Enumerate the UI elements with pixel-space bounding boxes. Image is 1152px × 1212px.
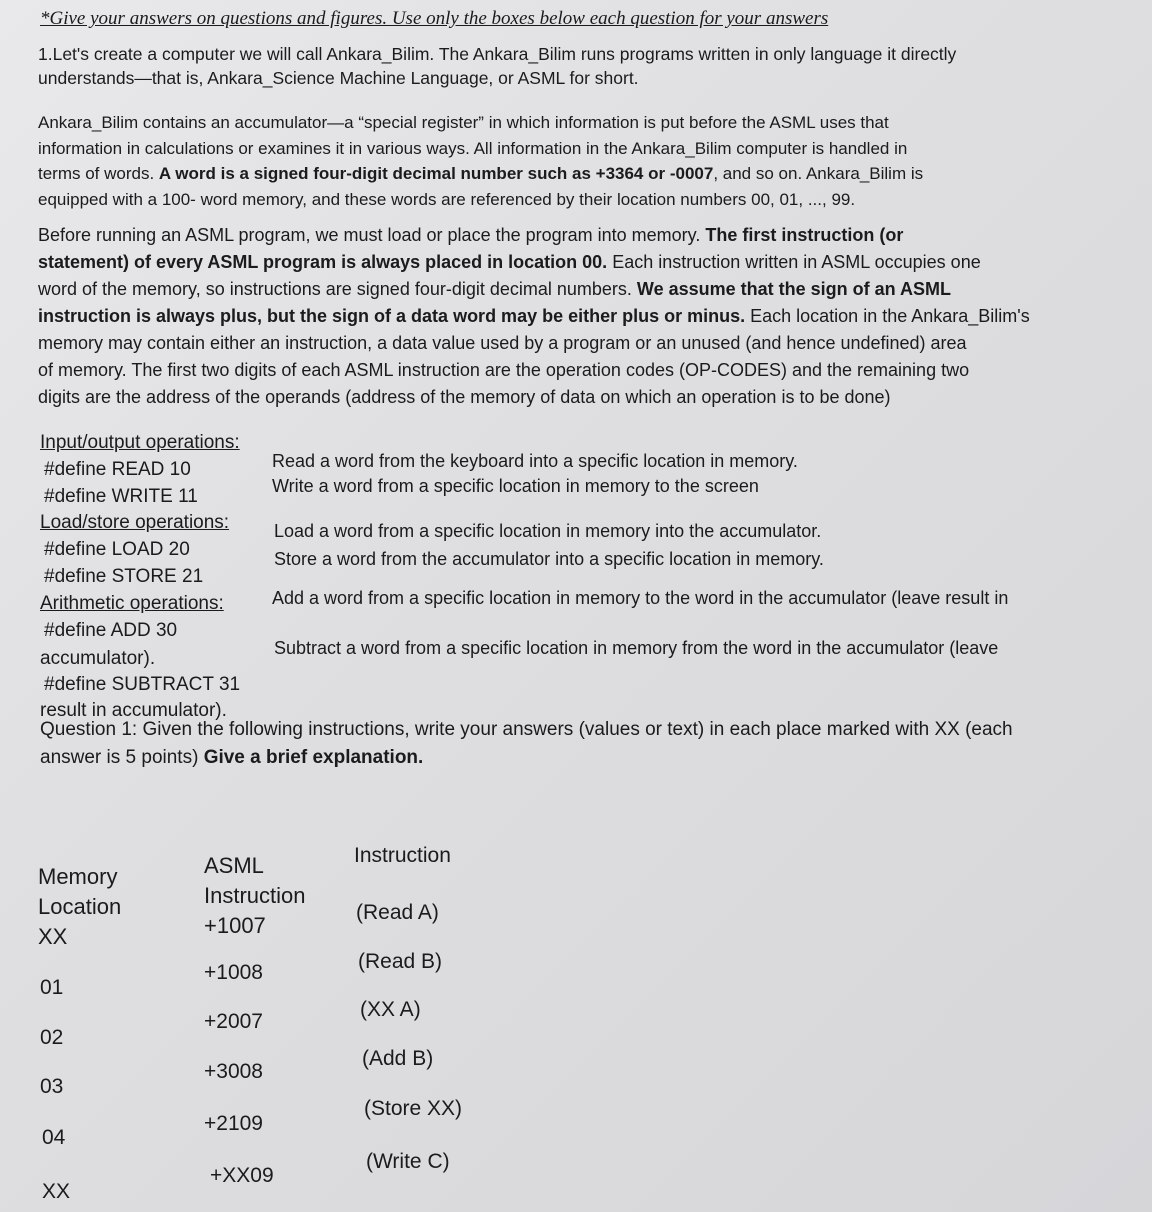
- load-description: Load a word from a specific location in memory into the accumulator.: [274, 521, 822, 541]
- intro-line: 1.Let's create a computer we will call Ankara_Bilim. The Ankara_Bilim runs programs written in only language it directly: [38, 44, 957, 64]
- location-xx: XX: [38, 924, 68, 949]
- load-define: #define LOAD 20: [44, 539, 190, 560]
- text-segment: Ankara_Bilim contains an accumulator—a “special register” in which information is put before the ASML uses that: [38, 113, 889, 132]
- memory-line: [38, 222, 1030, 249]
- text-segment: word of the memory, so instructions are signed four-digit decimal numbers.: [38, 279, 637, 299]
- row-3-asml: +3008: [204, 1060, 263, 1083]
- memory-paragraph: [38, 222, 1030, 411]
- memory-line: [38, 384, 1030, 411]
- memory-line: [38, 303, 1030, 330]
- subtract-description-cont: result in accumulator).: [40, 700, 227, 721]
- bold-text: The first instruction (or: [705, 225, 904, 245]
- header-line: Memory: [38, 864, 118, 889]
- memory-line: [38, 276, 1030, 303]
- asml-instruction-header: [204, 851, 306, 941]
- question-line-2: [40, 744, 1013, 772]
- memory-line: [38, 330, 1030, 357]
- read-description: Read a word from the keyboard into a specific location in memory.: [272, 451, 798, 471]
- subtract-description: Subtract a word from a specific location in memory from the word in the accumulator (leave: [274, 638, 999, 658]
- text-segment: Before running an ASML program, we must load or place the program into memory.: [38, 225, 706, 245]
- row-4-location: 04: [42, 1126, 66, 1149]
- accumulator-paragraph: [38, 110, 923, 212]
- row-5-asml: +XX09: [210, 1164, 274, 1187]
- instruction-first: (Read A): [356, 901, 439, 924]
- row-3-location: 03: [40, 1075, 64, 1098]
- text-segment: memory may contain either an instruction, a data value used by a program or an unused (and hence undefined) area: [38, 333, 967, 353]
- row-2-location: 02: [40, 1026, 64, 1049]
- memory-location-header: [38, 862, 121, 952]
- intro-paragraph: [38, 42, 956, 90]
- row-1-asml: +1008: [204, 961, 263, 984]
- write-define: #define WRITE 11: [44, 486, 198, 507]
- accumulator-line: [38, 161, 923, 187]
- add-description: Add a word from a specific location in memory to the word in the accumulator (leave result in: [272, 588, 1009, 608]
- text-segment: , and so on. Ankara_Bilim is: [713, 164, 924, 183]
- instruction-header: Instruction: [354, 844, 451, 867]
- row-3-instruction: (Add B): [362, 1047, 434, 1070]
- accumulator-line: [38, 136, 923, 162]
- header-line: Instruction: [204, 883, 306, 908]
- header-line: Location: [38, 894, 122, 919]
- memory-line: [38, 249, 1030, 276]
- text-segment: terms of words.: [38, 164, 159, 183]
- text-segment: Each instruction written in ASML occupies one: [607, 252, 981, 272]
- header-line: ASML: [204, 853, 264, 878]
- text-segment: digits are the address of the operands (address of the memory of data on which an operation is to be done): [38, 387, 891, 407]
- bold-text: A word is a signed four-digit decimal number such as +3364 or -0007: [158, 164, 714, 183]
- question-1: [40, 716, 1013, 772]
- row-5-location: XX: [42, 1180, 71, 1203]
- store-description: Store a word from the accumulator into a specific location in memory.: [274, 549, 824, 569]
- memory-line: [38, 357, 1030, 384]
- row-1-location: 01: [40, 976, 64, 999]
- accumulator-line: [38, 187, 923, 213]
- accumulator-line: [38, 110, 923, 136]
- row-5-instruction: (Write C): [366, 1150, 450, 1173]
- row-2-instruction: (XX A): [360, 998, 421, 1021]
- add-description-cont: accumulator).: [40, 648, 156, 669]
- text-segment: equipped with a 100- word memory, and these words are referenced by their location numbers 00, 01, ..., 99.: [38, 189, 856, 209]
- text-segment: of memory. The first two digits of each ASML instruction are the operation codes (OP-CODES) and the remaining two: [38, 360, 970, 380]
- subtract-define: #define SUBTRACT 31: [44, 674, 241, 695]
- row-4-instruction: (Store XX): [364, 1097, 463, 1120]
- text-segment: information in calculations or examines it in various ways. All information in the Ankara_Bilim computer is handled in: [38, 138, 908, 158]
- text-segment: Each location in the Ankara_Bilim's: [745, 306, 1030, 326]
- bold-text: statement) of every ASML program is always placed in location 00.: [38, 252, 608, 272]
- io-heading: Input/output operations:: [40, 432, 240, 453]
- write-description: Write a word from a specific location in memory to the screen: [272, 476, 759, 496]
- arithmetic-heading: Arithmetic operations:: [40, 593, 224, 614]
- question-explanation: Give a brief explanation.: [203, 747, 424, 768]
- row-4-asml: +2109: [204, 1112, 263, 1135]
- instruction-note: *Give your answers on questions and figures. Use only the boxes below each question for your answers: [40, 8, 829, 29]
- question-line: Question 1: Given the following instructions, write your answers (values or text) in each place marked with XX (each: [40, 719, 1013, 740]
- row-2-asml: +2007: [204, 1010, 263, 1033]
- load-store-heading: Load/store operations:: [40, 512, 230, 533]
- intro-line: understands—that is, Ankara_Science Machine Language, or ASML for short.: [38, 68, 639, 88]
- row-1-instruction: (Read B): [358, 950, 443, 973]
- read-define: #define READ 10: [44, 459, 191, 480]
- add-define: #define ADD 30: [44, 620, 178, 641]
- question-points: answer is 5 points): [40, 747, 204, 768]
- store-define: #define STORE 21: [44, 566, 204, 587]
- bold-text: instruction is always plus, but the sign of a data word may be either plus or minus.: [38, 306, 746, 326]
- asml-first: +1007: [204, 913, 266, 938]
- bold-text: We assume that the sign of an ASML: [636, 279, 951, 299]
